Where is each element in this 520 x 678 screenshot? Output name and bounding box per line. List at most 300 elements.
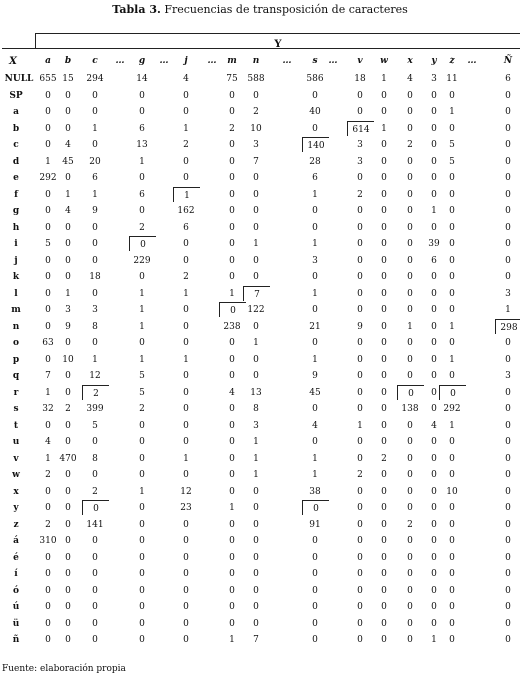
table-cell: 2	[407, 140, 413, 150]
table-cell: 0	[381, 371, 387, 381]
table-cell: 0	[357, 338, 363, 348]
table-cell: 0	[357, 585, 363, 596]
table-cell: 0	[431, 90, 437, 101]
table-cell: 0	[407, 338, 413, 348]
table-cell: 3	[253, 420, 259, 431]
table-cell: 0	[357, 173, 363, 183]
column-header: m	[227, 56, 237, 66]
table-cell: 4	[312, 420, 318, 431]
table-cell: 0	[183, 239, 189, 249]
table-cell: 0	[357, 486, 363, 497]
table-cell: 0	[45, 140, 51, 150]
table-cell: 0	[45, 206, 51, 216]
table-cell: 0	[312, 90, 318, 101]
table-cell: 0	[92, 552, 98, 563]
table-cell: 0	[65, 338, 71, 348]
table-cell: 1	[139, 321, 145, 332]
table-cell: 0	[65, 387, 71, 398]
table-cell: 0	[312, 305, 318, 315]
table-cell: 0	[183, 585, 189, 596]
table-cell: 7	[253, 635, 259, 645]
table-cell: 0	[381, 255, 387, 266]
column-header: n	[252, 56, 260, 66]
column-header: y	[431, 56, 437, 66]
table-cell: 0	[505, 156, 511, 167]
table-cell: 6	[312, 173, 318, 183]
table-cell: 0	[381, 272, 387, 282]
table-cell: 0	[381, 321, 387, 332]
table-cell: 18	[89, 272, 101, 282]
table-cell: 0	[65, 371, 71, 381]
table-cell: 1	[139, 354, 145, 365]
table-cell: 1	[65, 189, 71, 200]
table-cell: 0	[431, 354, 437, 365]
y-axis-label: Y	[274, 39, 282, 50]
table-cell: 0	[431, 404, 437, 414]
table-cell: 0	[312, 437, 318, 447]
table-cell: 0	[357, 569, 363, 579]
table-cell: 0	[183, 305, 189, 315]
table-cell: 0	[505, 470, 511, 480]
table-cell: 399	[86, 404, 104, 414]
table-cell: 8	[92, 321, 98, 332]
table-cell: 2	[407, 519, 413, 530]
table-cell: 23	[180, 503, 192, 513]
table-cell: 0	[449, 189, 455, 200]
table-cell: 0	[229, 90, 235, 101]
table-cell: 0	[92, 338, 98, 348]
table-cell: 0	[407, 305, 413, 315]
table-cell: 0	[505, 519, 511, 530]
table-cell: 0	[129, 236, 156, 251]
table-cell: 0	[65, 437, 71, 447]
table-cell: 0	[253, 503, 259, 513]
table-cell: 0	[45, 288, 51, 299]
table-cell: 0	[65, 552, 71, 563]
table-cell: 3	[505, 371, 511, 381]
table-cell: 0	[183, 635, 189, 645]
table-cell: 0	[183, 321, 189, 332]
table-cell: 8	[253, 404, 259, 414]
table-number: Tabla 3.	[112, 3, 161, 16]
table-cell: 0	[229, 140, 235, 150]
row-label: h	[12, 222, 20, 233]
table-cell: 0	[397, 385, 424, 400]
table-cell: 0	[449, 519, 455, 530]
table-cell: 0	[505, 404, 511, 414]
table-cell: 0	[253, 173, 259, 183]
table-cell: 0	[312, 222, 318, 233]
table-cell: 13	[136, 140, 148, 150]
table-cell: 122	[247, 305, 265, 315]
table-cell: 1	[449, 354, 455, 365]
row-label: SP	[9, 90, 23, 101]
table-cell: 0	[407, 536, 413, 546]
table-cell: 0	[381, 288, 387, 299]
table-cell: 294	[86, 74, 104, 84]
table-cell: 0	[253, 618, 259, 629]
table-cell: 5	[92, 420, 98, 431]
table-cell: 0	[139, 272, 145, 282]
table-cell: 0	[357, 255, 363, 266]
table-cell: 0	[139, 519, 145, 530]
table-cell: 4	[407, 74, 413, 84]
table-cell: 0	[45, 321, 51, 332]
table-cell: 0	[505, 585, 511, 596]
table-cell: 0	[431, 222, 437, 233]
column-header: w	[380, 56, 388, 66]
table-cell: 138	[401, 404, 419, 414]
row-label: NULL	[4, 74, 34, 84]
table-cell: 0	[45, 305, 51, 315]
table-cell: 0	[505, 569, 511, 579]
column-header: c	[92, 56, 98, 66]
table-cell: 0	[45, 486, 51, 497]
table-cell: 0	[183, 618, 189, 629]
table-cell: 2	[357, 470, 363, 480]
table-cell: 0	[253, 602, 259, 612]
table-cell: 0	[357, 371, 363, 381]
table-cell: 0	[312, 635, 318, 645]
table-cell: 0	[505, 635, 511, 645]
table-cell: 0	[407, 173, 413, 183]
table-cell: 0	[65, 536, 71, 546]
table-cell: 1	[449, 107, 455, 117]
table-cell: 6	[183, 222, 189, 233]
table-cell: 0	[253, 222, 259, 233]
table-cell: 0	[407, 107, 413, 117]
table-cell: 11	[446, 74, 458, 84]
table-cell: 2	[45, 519, 51, 530]
table-cell: 0	[381, 206, 387, 216]
table-cell: 0	[65, 420, 71, 431]
table-cell: 0	[505, 123, 511, 134]
table-cell: 0	[357, 453, 363, 464]
table-cell: 40	[309, 107, 321, 117]
table-cell: 0	[92, 635, 98, 645]
table-cell: 1	[183, 354, 189, 365]
row-label: f	[14, 189, 18, 200]
table-cell: 0	[407, 123, 413, 134]
table-cell: 2	[183, 140, 189, 150]
row-label: í	[14, 569, 18, 579]
table-cell: 1	[92, 354, 98, 365]
table-cell: 0	[505, 602, 511, 612]
table-cell: 0	[312, 536, 318, 546]
table-cell: 3	[357, 140, 363, 150]
table-cell: 0	[253, 255, 259, 266]
table-cell: 0	[92, 255, 98, 266]
table-cell: 0	[357, 635, 363, 645]
table-cell: 0	[253, 552, 259, 563]
table-cell: 292	[39, 173, 57, 183]
table-cell: 0	[45, 255, 51, 266]
table-cell: 0	[381, 486, 387, 497]
table-cell: 0	[449, 305, 455, 315]
table-cell: 14	[136, 74, 148, 84]
table-cell: 6	[92, 173, 98, 183]
table-cell: 0	[505, 107, 511, 117]
table-cell: 0	[407, 90, 413, 101]
table-cell: 0	[92, 602, 98, 612]
table-cell: 310	[39, 536, 57, 546]
table-cell: 0	[407, 239, 413, 249]
table-cell: 2	[381, 453, 387, 464]
table-cell: 1	[312, 288, 318, 299]
table-cell: 0	[449, 602, 455, 612]
column-header: …	[282, 56, 292, 66]
table-cell: 0	[505, 90, 511, 101]
table-cell: 0	[183, 156, 189, 167]
table-cell: 0	[449, 90, 455, 101]
table-cell: 0	[407, 618, 413, 629]
table-cell: 0	[381, 338, 387, 348]
table-cell: 0	[183, 552, 189, 563]
table-cell: 0	[505, 338, 511, 348]
table-cell: 0	[45, 602, 51, 612]
table-cell: 0	[183, 536, 189, 546]
table-cell: 0	[381, 239, 387, 249]
table-cell: 2	[139, 404, 145, 414]
table-cell: 1	[139, 156, 145, 167]
table-cell: 1	[229, 503, 235, 513]
column-header: b	[64, 56, 72, 66]
table-cell: 2	[45, 470, 51, 480]
table-cell: 1	[253, 453, 259, 464]
table-cell: 0	[505, 420, 511, 431]
table-cell: 0	[65, 569, 71, 579]
table-cell: 0	[449, 288, 455, 299]
table-cell: 0	[229, 618, 235, 629]
table-cell: 1	[253, 239, 259, 249]
row-label: s	[13, 404, 19, 414]
table-cell: 0	[92, 239, 98, 249]
table-cell: 0	[312, 585, 318, 596]
table-cell: 3	[92, 305, 98, 315]
row-label: n	[12, 321, 20, 332]
table-cell: 0	[45, 123, 51, 134]
table-cell: 0	[253, 272, 259, 282]
table-cell: 0	[357, 272, 363, 282]
table-cell: 3	[65, 305, 71, 315]
table-cell: 39	[428, 239, 440, 249]
table-cell: 0	[139, 470, 145, 480]
table-cell: 2	[357, 189, 363, 200]
table-cell: 0	[505, 189, 511, 200]
table-cell: 9	[92, 206, 98, 216]
column-header: Ñ	[503, 56, 513, 66]
table-cell: 0	[229, 156, 235, 167]
row-label: w	[12, 470, 20, 480]
table-cell: 0	[183, 173, 189, 183]
table-cell: 0	[229, 486, 235, 497]
table-cell: 0	[431, 486, 437, 497]
row-label: j	[14, 255, 18, 266]
table-cell: 0	[65, 486, 71, 497]
table-cell: 0	[229, 173, 235, 183]
row-label: o	[12, 338, 19, 348]
table-cell: 0	[431, 453, 437, 464]
table-cell: 4	[431, 420, 437, 431]
table-cell: 0	[505, 503, 511, 513]
table-cell: 0	[505, 486, 511, 497]
table-cell: 0	[92, 585, 98, 596]
table-cell: 0	[229, 552, 235, 563]
header-rule-top	[35, 33, 520, 34]
table-cell: 0	[183, 338, 189, 348]
table-cell: 0	[253, 569, 259, 579]
table-cell: 292	[443, 404, 461, 414]
table-cell: 0	[82, 500, 109, 515]
table-cell: 162	[177, 206, 195, 216]
table-cell: 0	[139, 602, 145, 612]
table-cell: 1	[253, 470, 259, 480]
table-cell: 0	[407, 569, 413, 579]
row-label: ü	[12, 618, 20, 629]
table-cell: 0	[302, 500, 329, 515]
table-cell: 1	[92, 189, 98, 200]
table-cell: 0	[449, 173, 455, 183]
table-cell: 0	[65, 602, 71, 612]
table-cell: 0	[357, 354, 363, 365]
table-cell: 0	[449, 618, 455, 629]
table-cell: 0	[505, 222, 511, 233]
table-cell: 1	[449, 420, 455, 431]
row-label: q	[12, 371, 20, 381]
table-cell: 0	[407, 189, 413, 200]
table-cell: 2	[253, 107, 259, 117]
table-cell: 0	[431, 437, 437, 447]
table-cell: 0	[431, 519, 437, 530]
table-cell: 0	[505, 239, 511, 249]
table-cell: 0	[229, 585, 235, 596]
table-cell: 0	[357, 107, 363, 117]
table-cell: 4	[229, 387, 235, 398]
row-label: z	[13, 519, 19, 530]
table-cell: 0	[92, 107, 98, 117]
table-cell: 0	[312, 206, 318, 216]
table-cell: 3	[357, 156, 363, 167]
row-label: b	[12, 123, 20, 134]
table-cell: 0	[431, 272, 437, 282]
table-cell: 1	[183, 288, 189, 299]
table-cell: 1	[449, 321, 455, 332]
table-cell: 5	[449, 156, 455, 167]
table-cell: 0	[381, 140, 387, 150]
table-cell: 0	[357, 618, 363, 629]
table-cell: 1	[431, 635, 437, 645]
table-cell: 1	[45, 453, 51, 464]
column-header: z	[449, 56, 455, 66]
row-label: i	[14, 239, 18, 249]
table-cell: 6	[139, 123, 145, 134]
table-cell: 0	[45, 107, 51, 117]
table-cell: 0	[431, 585, 437, 596]
table-cell: 0	[449, 371, 455, 381]
table-cell: 0	[357, 222, 363, 233]
table-cell: 0	[253, 486, 259, 497]
table-cell: 298	[495, 319, 520, 334]
table-cell: 0	[139, 206, 145, 216]
table-cell: 1	[357, 420, 363, 431]
table-cell: 9	[65, 321, 71, 332]
table-cell: 7	[253, 156, 259, 167]
table-cell: 0	[253, 206, 259, 216]
table-cell: 0	[449, 536, 455, 546]
table-cell: 0	[431, 321, 437, 332]
table-cell: 0	[65, 173, 71, 183]
table-cell: 0	[139, 173, 145, 183]
table-cell: 0	[381, 305, 387, 315]
table-cell: 0	[65, 618, 71, 629]
table-cell: 1	[139, 305, 145, 315]
table-cell: 0	[407, 420, 413, 431]
table-cell: 1	[312, 189, 318, 200]
table-cell: 0	[407, 288, 413, 299]
column-header: …	[159, 56, 169, 66]
table-cell: 45	[62, 156, 74, 167]
table-cell: 0	[505, 387, 511, 398]
table-cell: 0	[449, 338, 455, 348]
table-cell: 0	[505, 206, 511, 216]
table-cell: 32	[42, 404, 54, 414]
table-cell: 0	[229, 420, 235, 431]
table-cell: 0	[381, 635, 387, 645]
table-cell: 0	[407, 486, 413, 497]
table-cell: 0	[139, 618, 145, 629]
table-cell: 0	[431, 189, 437, 200]
table-cell: 0	[431, 140, 437, 150]
header-rule-bottom	[2, 48, 520, 49]
column-header: …	[115, 56, 125, 66]
column-header: v	[357, 56, 363, 66]
table-cell: 0	[253, 90, 259, 101]
table-cell: 0	[381, 173, 387, 183]
table-cell: 0	[381, 189, 387, 200]
table-cell: 3	[431, 74, 437, 84]
row-label: ú	[12, 602, 20, 612]
table-cell: 4	[45, 437, 51, 447]
table-cell: 0	[92, 569, 98, 579]
table-cell: 1	[253, 437, 259, 447]
table-cell: 0	[45, 90, 51, 101]
table-cell: 0	[65, 585, 71, 596]
table-cell: 0	[45, 569, 51, 579]
table-cell: 0	[505, 453, 511, 464]
row-label: t	[13, 420, 19, 431]
table-cell: 0	[449, 437, 455, 447]
table-cell: 15	[62, 74, 74, 84]
table-cell: 0	[45, 222, 51, 233]
table-cell: 0	[407, 552, 413, 563]
table-cell: 3	[505, 288, 511, 299]
table-cell: 0	[229, 519, 235, 530]
table-cell: 0	[219, 302, 246, 317]
table-cell: 0	[381, 156, 387, 167]
table-cell: 0	[183, 602, 189, 612]
column-header: a	[45, 56, 51, 66]
table-cell: 2	[139, 222, 145, 233]
table-cell: 4	[183, 74, 189, 84]
table-cell: 0	[183, 437, 189, 447]
table-cell: 5	[449, 140, 455, 150]
table-cell: 1	[505, 305, 511, 315]
table-cell: 0	[357, 288, 363, 299]
table-cell: 0	[229, 404, 235, 414]
x-axis-label: X	[9, 56, 17, 67]
table-cell: 0	[431, 305, 437, 315]
table-cell: 0	[357, 387, 363, 398]
